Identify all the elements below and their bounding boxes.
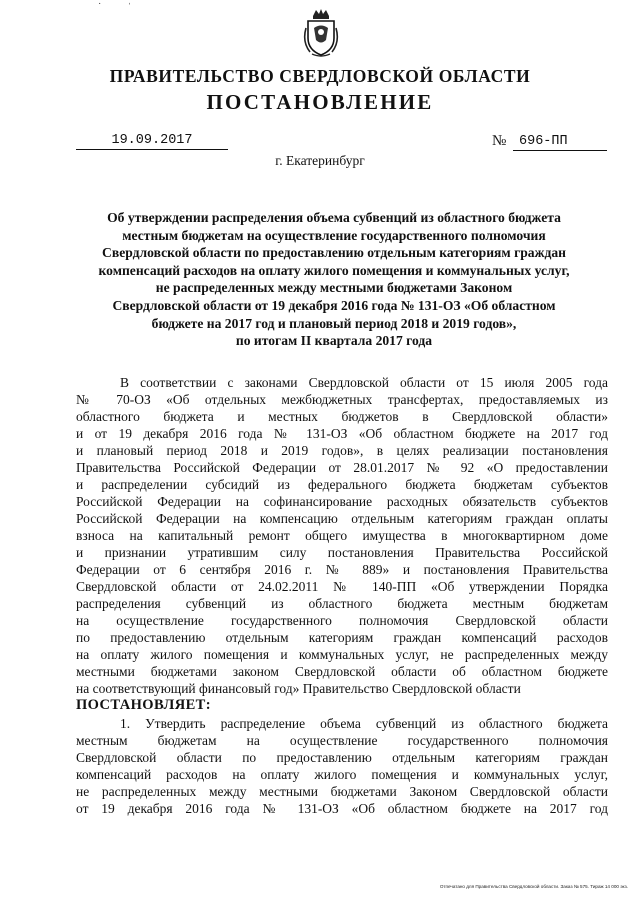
title-line: Об утверждении распределения объема субвенций из областного бюджета <box>107 210 561 225</box>
organization-name: ПРАВИТЕЛЬСТВО СВЕРДЛОВСКОЙ ОБЛАСТИ <box>109 66 531 86</box>
body-line: и плановый период 2018 и 2019 годов», в целях реализации постановления <box>76 443 608 458</box>
city-name: г. Екатеринбург <box>275 153 365 168</box>
body-line: Свердловской области по предоставлению отдельным категориям граждан <box>76 750 608 765</box>
item-1-paragraph <box>76 715 608 817</box>
body-line: областного бюджета и местных бюджетов в Свердловской области» <box>76 409 608 424</box>
body-line: Федерации от 6 сентября 2016 г. № 889» и постановления Правительства <box>76 562 608 577</box>
body-line: № 70-ОЗ «Об отдельных межбюджетных трансфертах, предоставляемых из <box>76 392 608 407</box>
body-line: местным бюджетам на осуществление государственного полномочия <box>76 733 608 748</box>
body-line: не распределенных между местными бюджетами Законом Свердловской области <box>76 784 608 799</box>
body-line: компенсаций расходов на оплату жилого помещения и коммунальных услуг, <box>76 767 608 782</box>
body-line: Российской Федерации на софинансирование расходных обязательств субъектов <box>76 494 608 509</box>
body-line: и признании утратившим силу постановления Правительства Российской <box>76 545 608 560</box>
coat-of-arms-icon <box>302 8 340 58</box>
number-label: № <box>492 133 507 149</box>
document-number: 696-ПП <box>513 134 607 151</box>
body-line: взноса на капитальный ремонт общего имущества в многоквартирном доме <box>76 528 608 543</box>
title-line: Свердловской области по предоставлению отдельным категориям граждан <box>102 245 566 261</box>
resolve-heading: ПОСТАНОВЛЯЕТ: <box>76 697 211 713</box>
body-line: на оплату жилого помещения и коммунальных услуг, не распределенных между <box>76 647 608 662</box>
body-line: В соответствии с законами Свердловской области от 15 июля 2005 года <box>120 375 608 390</box>
title-line: местным бюджетам на осуществление государственного полномочия <box>122 227 546 243</box>
body-line: на соответствующий финансовый год» Правительство Свердловской области <box>76 681 521 696</box>
title-line: Свердловской области от 19 декабря 2016 года № 131-ОЗ «Об областном <box>112 297 556 313</box>
title-line: бюджете на 2017 год и плановый период 2018 и 2019 годов», <box>151 315 517 331</box>
document-type: ПОСТАНОВЛЕНИЕ <box>206 90 434 114</box>
scan-artifact: ˙ ˈ <box>98 2 144 13</box>
document-body <box>76 374 608 817</box>
body-line: по предоставлению отдельным категориям граждан компенсаций расходов <box>76 630 608 645</box>
body-line: Правительства Российской Федерации от 28.01.2017 № 92 «О предоставлении <box>76 460 608 475</box>
document-title <box>74 209 594 350</box>
body-line: и от 19 декабря 2016 года № 131-ОЗ «Об областном бюджете на 2017 год <box>76 426 608 441</box>
preamble-paragraph <box>76 374 608 697</box>
body-line: на осуществление государственного полномочия Свердловской области <box>76 613 608 628</box>
document-date: 19.09.2017 <box>76 133 228 150</box>
body-line: 1. Утвердить распределение объема субвенций из областного бюджета <box>120 716 608 731</box>
body-line: распределения субвенций из областного бюджета местным бюджетам <box>76 596 608 611</box>
title-line: по итогам II квартала 2017 года <box>235 333 433 349</box>
title-line: не распределенных между местными бюджетами Законом <box>155 280 513 296</box>
body-line: и распределении субсидий из федерального бюджета бюджетам субъектов <box>76 477 608 492</box>
body-line: от 19 декабря 2016 года № 131-ОЗ «Об областном бюджете на 2017 год <box>76 801 608 816</box>
print-footer-note: Отпечатано для Правительства Свердловской области. Заказ № 575. Тираж 14 000 экз. <box>439 884 628 889</box>
body-line: Свердловской области от 24.02.2011 № 140-ПП «Об утверждении Порядка <box>76 579 608 594</box>
body-line: Российской Федерации на компенсацию отдельным категориям граждан оплаты <box>76 511 608 526</box>
body-line: местными бюджетами законом Свердловской области об областном бюджете <box>76 664 608 679</box>
title-line: компенсаций расходов на оплату жилого помещения и коммунальных услуг, <box>98 262 570 278</box>
